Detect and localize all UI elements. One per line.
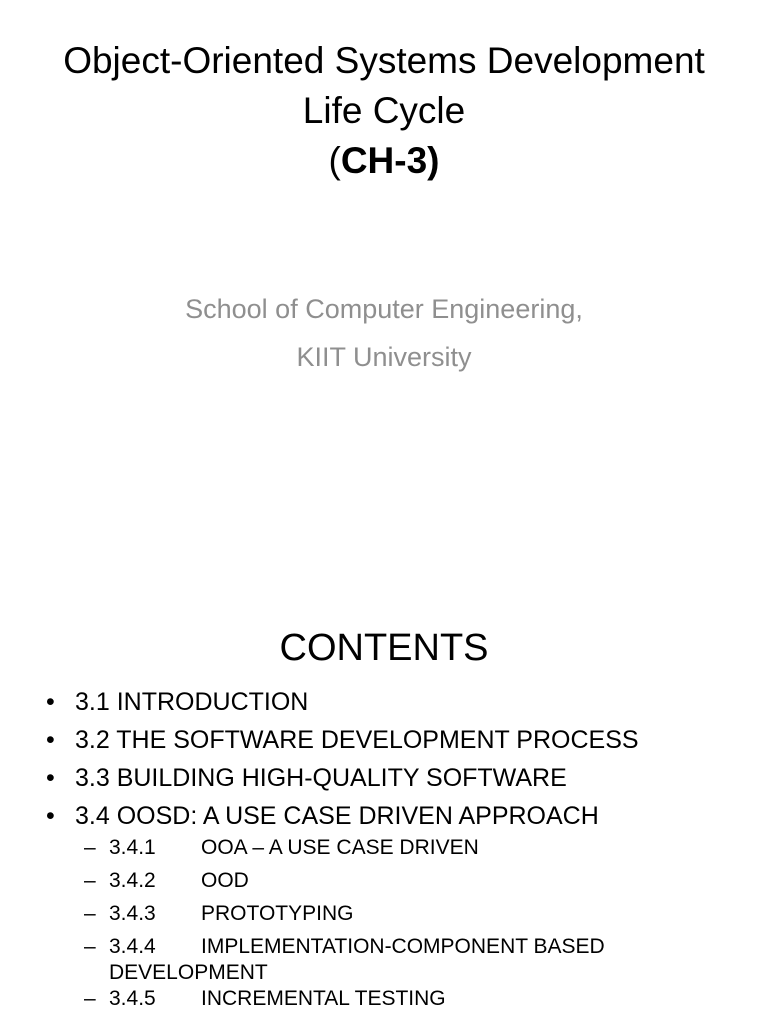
dash-icon: –	[84, 836, 96, 859]
contents-slide	[0, 576, 768, 1024]
slide-subtitle	[0, 285, 768, 381]
list-item-label: 3.1 INTRODUCTION	[75, 688, 309, 716]
sub-item-label: OOA – A USE CASE DRIVEN	[201, 836, 479, 859]
slide-title	[0, 36, 768, 186]
contents-list	[46, 683, 746, 1019]
sub-item-label: PROTOTYPING	[201, 902, 354, 925]
dash-icon: –	[84, 902, 96, 925]
sub-list-item	[84, 835, 746, 868]
sub-item-label: INCREMENTAL TESTING	[201, 987, 446, 1010]
list-item	[46, 797, 746, 835]
list-item	[46, 759, 746, 797]
sub-item-label: OOD	[201, 869, 249, 892]
sub-item-number: 3.4.1	[109, 836, 156, 859]
sub-item-number: 3.4.2	[109, 869, 156, 892]
bullet-icon: •	[46, 764, 55, 792]
title-line-2: Life Cycle	[302, 90, 466, 131]
dash-icon: –	[84, 935, 96, 958]
list-item-label: 3.3 BUILDING HIGH-QUALITY SOFTWARE	[75, 764, 567, 792]
contents-heading: CONTENTS	[279, 627, 489, 669]
sub-list-item	[84, 986, 746, 1019]
sub-list-item	[84, 901, 746, 934]
sub-item-number: 3.4.4	[109, 935, 156, 958]
sub-list-item	[84, 868, 746, 901]
sub-list-item	[84, 934, 669, 986]
bullet-icon: •	[46, 688, 55, 716]
dash-icon: –	[84, 987, 96, 1010]
chapter-label	[0, 136, 768, 186]
chapter-number: CH-3)	[340, 140, 440, 181]
dash-icon: –	[84, 869, 96, 892]
subtitle-line-1: School of Computer Engineering,	[185, 294, 583, 324]
sub-item-number: 3.4.3	[109, 902, 156, 925]
bullet-icon: •	[46, 802, 55, 830]
sub-item-number: 3.4.5	[109, 987, 156, 1010]
title-line-1: Object-Oriented Systems Development	[63, 40, 705, 81]
sub-item-label: IMPLEMENTATION-COMPONENT BASED DEVELOPMENT	[109, 935, 605, 984]
list-item-label: 3.2 THE SOFTWARE DEVELOPMENT PROCESS	[75, 726, 639, 754]
list-item	[46, 721, 746, 759]
list-item	[46, 683, 746, 721]
bullet-icon: •	[46, 726, 55, 754]
list-item-label: 3.4 OOSD: A USE CASE DRIVEN APPROACH	[75, 802, 599, 830]
chapter-open-paren: (	[328, 140, 341, 181]
subtitle-line-2: KIIT University	[296, 342, 472, 372]
